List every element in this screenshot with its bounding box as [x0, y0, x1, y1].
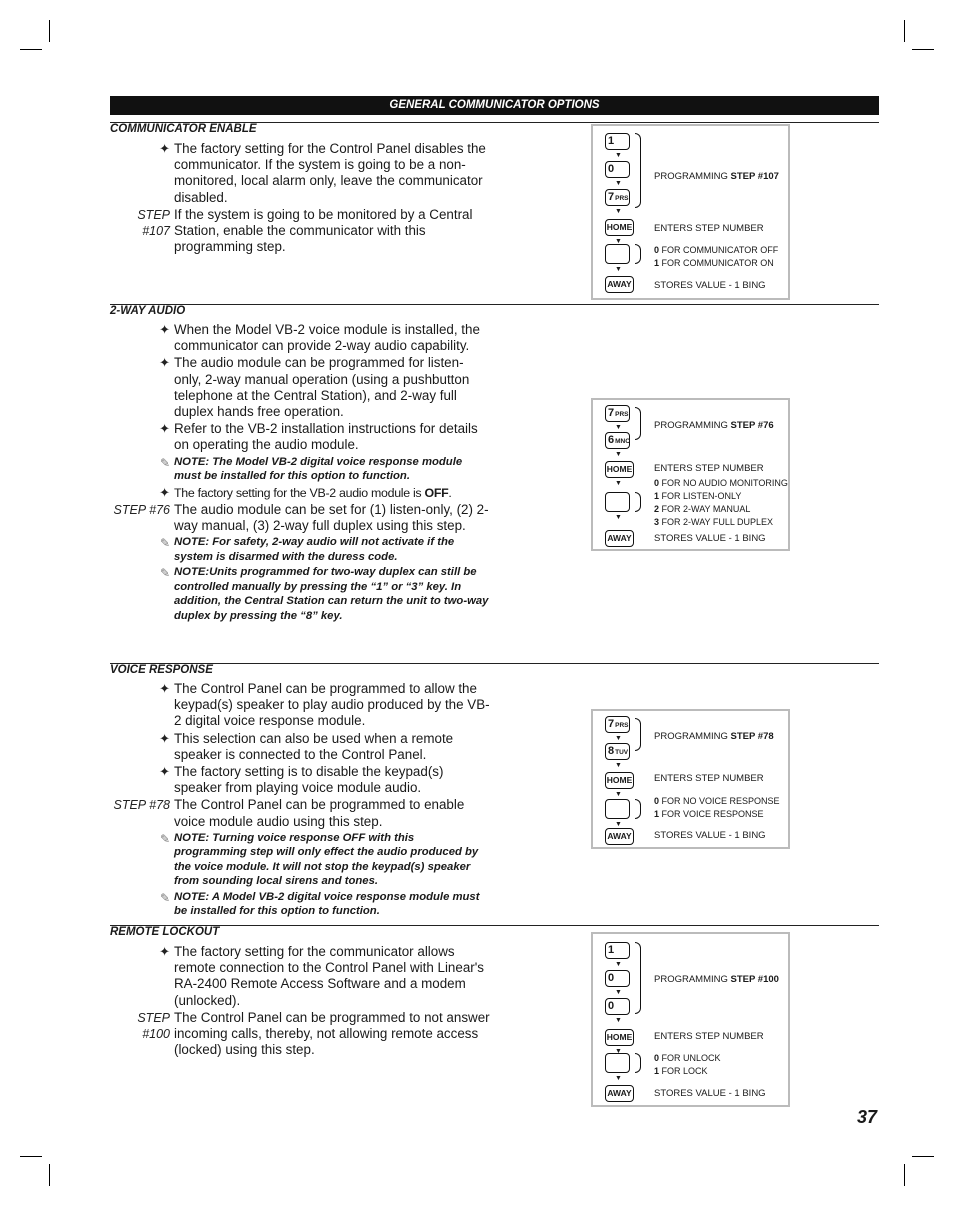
two-way-audio-body — [110, 322, 490, 624]
note-item — [110, 565, 490, 623]
option-row — [654, 477, 788, 490]
option-text: FOR COMMUNICATOR ON — [661, 258, 774, 268]
communicator-enable-body — [110, 141, 490, 256]
page-number: 37 — [857, 1107, 878, 1127]
item-text — [174, 322, 490, 354]
crop-mark — [912, 1156, 934, 1157]
option-value: 0 — [654, 478, 660, 488]
key-digit: 6 — [608, 434, 615, 446]
brace-icon — [635, 133, 641, 208]
value-key-blank — [605, 799, 630, 819]
down-arrow-icon: ▼ — [615, 514, 622, 521]
step-number: STEP #107 — [730, 171, 779, 182]
item-text — [174, 502, 490, 534]
item-text — [174, 681, 490, 730]
down-arrow-icon: ▼ — [615, 180, 622, 187]
bullet-item — [110, 764, 490, 796]
option-row — [654, 257, 778, 270]
note-icon: ✎ — [159, 566, 170, 581]
stores-value-label: STORES VALUE - 1 BING — [654, 1088, 766, 1099]
section-divider — [110, 304, 879, 305]
option-value: 1 — [654, 1066, 660, 1076]
item-text-main: NOTE: Turning voice response OFF with this programming step will only effect the audio produced by the voice module. It will not stop the keypad(s) speaker from sounding local sirens and tones. — [174, 831, 479, 888]
down-arrow-icon: ▼ — [615, 1017, 622, 1024]
section-title: 2-WAY AUDIO — [110, 305, 186, 317]
option-row — [654, 1065, 721, 1078]
option-text: FOR 2-WAY MANUAL — [661, 504, 751, 514]
key-letters: PRS — [615, 722, 629, 729]
item-text-main: NOTE: A Model VB-2 digital voice response module must be installed for this option to function. — [174, 890, 480, 918]
step-label: STEP #76 — [113, 502, 170, 517]
crop-mark — [912, 49, 934, 50]
keypad-key-0 — [605, 970, 630, 987]
option-row — [654, 516, 788, 529]
away-key: AWAY — [605, 276, 634, 293]
item-text — [174, 485, 490, 501]
step-prefix: PROGRAMMING — [654, 420, 728, 431]
option-row — [654, 1052, 721, 1065]
away-key: AWAY — [605, 530, 634, 547]
crop-mark — [904, 1164, 905, 1186]
item-text-main: The factory setting for the communicator allows remote connection to the Control Panel with Linear's RA-2400 Remote Access Software and a modem (unlocked). — [174, 944, 484, 1008]
crop-mark — [904, 20, 905, 42]
home-key: HOME — [605, 1029, 634, 1046]
option-value: 0 — [654, 245, 660, 255]
enters-step-label: ENTERS STEP NUMBER — [654, 463, 764, 474]
away-key: AWAY — [605, 1085, 634, 1102]
key-letters: TUV — [615, 749, 629, 756]
option-list — [654, 477, 788, 529]
enters-step-label: ENTERS STEP NUMBER — [654, 223, 764, 234]
item-text-main: NOTE: For safety, 2-way audio will not activate if the system is disarmed with the duress code. — [174, 536, 455, 563]
crop-mark — [49, 1164, 50, 1186]
option-row — [654, 808, 780, 821]
keypad-key-7 — [605, 189, 630, 206]
down-arrow-icon: ▼ — [615, 961, 622, 968]
key-digit: 7 — [608, 718, 615, 730]
key-digit: 8 — [608, 745, 615, 757]
brace-icon — [635, 942, 641, 1014]
bullet-item — [110, 421, 490, 453]
key-letters: PRS — [615, 411, 629, 418]
brace-icon — [635, 1053, 641, 1073]
bullet-icon: ✦ — [159, 355, 170, 371]
down-arrow-icon: ▼ — [615, 735, 622, 742]
item-text — [174, 797, 490, 829]
key-digit: 1 — [608, 135, 615, 147]
key-letters: MNO — [615, 438, 631, 445]
option-row — [654, 503, 788, 516]
note-icon: ✎ — [159, 890, 170, 905]
option-value: 2 — [654, 504, 660, 514]
bullet-item — [110, 485, 490, 501]
item-text-main: The Control Panel can be programmed to not answer incoming calls, thereby, not allowing remote access (locked) using this step. — [174, 1009, 490, 1058]
item-text-main: Refer to the VB-2 installation instructions for details on operating the audio module. — [174, 421, 478, 453]
item-text-main: NOTE:Units programmed for two-way duplex can still be controlled manually by pressing the “1” or “3” key. In addition, the Central Station can return the unit to two-way duplex by pressing the “8” key. — [174, 566, 489, 622]
bullet-item — [110, 322, 490, 354]
item-text-main: The Control Panel can be programmed to enable voice module audio using this step. — [174, 797, 465, 829]
step-number: STEP #100 — [730, 974, 779, 985]
crop-mark — [49, 20, 50, 42]
item-text-main: If the system is going to be monitored by a Central Station, enable the communicator with this programming step. — [174, 206, 473, 255]
down-arrow-icon: ▼ — [615, 208, 622, 215]
step-label: STEP #107 — [137, 207, 170, 239]
item-text-main: The factory setting for the Control Panel disables the communicator. If the system is going to be a non-monitored, local alarm only, leave the communicator disabled. — [174, 141, 486, 205]
value-key-blank — [605, 244, 630, 264]
down-arrow-icon: ▼ — [615, 152, 622, 159]
option-value: 0 — [654, 796, 660, 806]
option-value: 0 — [654, 1053, 660, 1063]
step-number: STEP #76 — [730, 420, 774, 431]
programming-step-label — [654, 973, 779, 986]
option-value: 3 — [654, 517, 660, 527]
key-digit: 1 — [608, 944, 615, 956]
step-item — [110, 797, 490, 829]
step-item — [110, 1010, 490, 1059]
item-text-bold: OFF — [424, 485, 449, 500]
option-text: FOR 2-WAY FULL DUPLEX — [661, 517, 774, 527]
option-text: FOR NO AUDIO MONITORING — [661, 478, 788, 488]
item-text-main: This selection can also be used when a remote speaker is connected to the Control Panel. — [174, 730, 454, 762]
stores-value-label: STORES VALUE - 1 BING — [654, 830, 766, 841]
down-arrow-icon: ▼ — [615, 451, 622, 458]
note-icon: ✎ — [159, 536, 170, 551]
enters-step-label: ENTERS STEP NUMBER — [654, 1031, 764, 1042]
option-value: 1 — [654, 809, 660, 819]
down-arrow-icon: ▼ — [615, 480, 622, 487]
step-label: STEP #100 — [137, 1010, 170, 1042]
keypad-key-0 — [605, 998, 630, 1015]
step-prefix: PROGRAMMING — [654, 731, 728, 742]
item-text — [174, 355, 490, 420]
item-text — [174, 1010, 490, 1059]
down-arrow-icon: ▼ — [615, 791, 622, 798]
option-list — [654, 795, 780, 821]
item-text-after: . — [448, 485, 452, 500]
keypad-key-8 — [605, 743, 630, 760]
note-icon: ✎ — [159, 831, 170, 846]
bullet-item — [110, 944, 490, 1009]
brace-icon — [635, 492, 641, 512]
programming-box-step-76 — [591, 398, 790, 551]
item-text — [174, 565, 490, 623]
keypad-key-7 — [605, 405, 630, 422]
section-title: REMOTE LOCKOUT — [110, 926, 220, 938]
voice-response-body — [110, 681, 490, 920]
step-prefix: PROGRAMMING — [654, 171, 728, 182]
bullet-item — [110, 141, 490, 206]
keypad-key-1 — [605, 133, 630, 150]
brace-icon — [635, 718, 641, 751]
note-item — [110, 535, 490, 564]
option-value: 1 — [654, 258, 660, 268]
option-text: FOR UNLOCK — [661, 1053, 721, 1063]
down-arrow-icon: ▼ — [615, 1048, 622, 1055]
brace-icon — [635, 799, 641, 819]
down-arrow-icon: ▼ — [615, 821, 622, 828]
programming-step-label — [654, 419, 774, 432]
bullet-icon: ✦ — [159, 681, 170, 696]
note-item — [110, 455, 490, 484]
remote-lockout-body — [110, 944, 490, 1059]
down-arrow-icon: ▼ — [615, 266, 622, 273]
item-text-main: The audio module can be set for (1) listen-only, (2) 2-way manual, (3) 2-way full duplex using this step. — [174, 501, 489, 534]
key-letters: PRS — [615, 195, 629, 202]
option-text: FOR LISTEN-ONLY — [661, 491, 742, 501]
bullet-icon: ✦ — [159, 944, 170, 959]
brace-icon — [635, 407, 641, 440]
home-key: HOME — [605, 219, 634, 236]
item-text-main: NOTE: The Model VB-2 digital voice response module must be installed for this option to function. — [174, 455, 463, 483]
item-text — [174, 207, 490, 256]
stores-value-label: STORES VALUE - 1 BING — [654, 280, 766, 291]
item-text — [174, 535, 490, 564]
bullet-icon: ✦ — [159, 322, 170, 337]
programming-step-label — [654, 730, 774, 743]
programming-step-label — [654, 170, 779, 183]
note-item — [110, 831, 490, 889]
item-text — [174, 455, 490, 484]
item-text-main: The audio module can be programmed for listen-only, 2-way manual operation (using a pushbutton telephone at the Central Station), and 2-way full duplex hands free operation. — [174, 355, 470, 420]
stores-value-label: STORES VALUE - 1 BING — [654, 533, 766, 544]
section-divider — [110, 925, 879, 926]
section-divider — [110, 663, 879, 664]
item-text — [174, 831, 490, 889]
bullet-icon: ✦ — [159, 730, 170, 746]
down-arrow-icon: ▼ — [615, 989, 622, 996]
bullet-item — [110, 681, 490, 730]
home-key: HOME — [605, 772, 634, 789]
option-row — [654, 490, 788, 503]
home-key: HOME — [605, 461, 634, 478]
item-text — [174, 731, 490, 763]
crop-mark — [20, 1156, 42, 1157]
option-text: FOR COMMUNICATOR OFF — [661, 245, 779, 255]
section-title: VOICE RESPONSE — [110, 664, 213, 676]
bullet-icon: ✦ — [159, 764, 170, 780]
item-text-main: The factory setting for the VB-2 audio module is — [174, 485, 422, 500]
down-arrow-icon: ▼ — [615, 238, 622, 245]
programming-box-step-107 — [591, 124, 790, 300]
section-title: COMMUNICATOR ENABLE — [110, 123, 257, 135]
option-text: FOR VOICE RESPONSE — [661, 809, 764, 819]
step-label: STEP #78 — [113, 798, 170, 813]
item-text-main: When the Model VB-2 voice module is installed, the communicator can provide 2-way audio capability. — [174, 322, 480, 354]
step-prefix: PROGRAMMING — [654, 974, 728, 985]
option-row — [654, 244, 778, 257]
key-digit: 7 — [608, 407, 615, 419]
keypad-key-7 — [605, 716, 630, 733]
bullet-icon: ✦ — [159, 484, 170, 500]
programming-box-step-100 — [591, 932, 790, 1107]
page-header-bar: GENERAL COMMUNICATOR OPTIONS — [110, 96, 879, 115]
option-list — [654, 244, 778, 270]
down-arrow-icon: ▼ — [615, 1075, 622, 1082]
item-text — [174, 421, 490, 453]
away-key: AWAY — [605, 828, 634, 845]
brace-icon — [635, 244, 641, 264]
crop-mark — [20, 49, 42, 50]
key-digit: 0 — [608, 163, 615, 175]
keypad-key-6 — [605, 432, 630, 449]
note-icon: ✎ — [159, 455, 170, 470]
option-list — [654, 1052, 721, 1078]
bullet-icon: ✦ — [159, 141, 170, 156]
down-arrow-icon: ▼ — [615, 762, 622, 769]
item-text — [174, 890, 490, 919]
step-item — [110, 207, 490, 256]
item-text-main: The Control Panel can be programmed to allow the keypad(s) speaker to play audio produced by the VB-2 digital voice response module. — [174, 681, 490, 729]
note-item — [110, 890, 490, 919]
step-number: STEP #78 — [730, 731, 774, 742]
key-digit: 7 — [608, 191, 615, 203]
key-digit: 0 — [608, 1000, 615, 1012]
value-key-blank — [605, 1053, 630, 1073]
option-text: FOR NO VOICE RESPONSE — [661, 796, 780, 806]
down-arrow-icon: ▼ — [615, 424, 622, 431]
item-text-main: The factory setting is to disable the keypad(s) speaker from playing voice module audio. — [174, 764, 444, 796]
bullet-item — [110, 731, 490, 763]
key-digit: 0 — [608, 972, 615, 984]
keypad-key-1 — [605, 942, 630, 959]
item-text — [174, 141, 490, 206]
keypad-key-0 — [605, 161, 630, 178]
item-text — [174, 944, 490, 1009]
option-row — [654, 795, 780, 808]
option-value: 1 — [654, 491, 660, 501]
bullet-item — [110, 355, 490, 420]
programming-box-step-78 — [591, 709, 790, 849]
bullet-icon: ✦ — [159, 421, 170, 437]
item-text — [174, 764, 490, 796]
option-text: FOR LOCK — [661, 1066, 708, 1076]
step-item — [110, 502, 490, 534]
enters-step-label: ENTERS STEP NUMBER — [654, 773, 764, 784]
value-key-blank — [605, 492, 630, 512]
